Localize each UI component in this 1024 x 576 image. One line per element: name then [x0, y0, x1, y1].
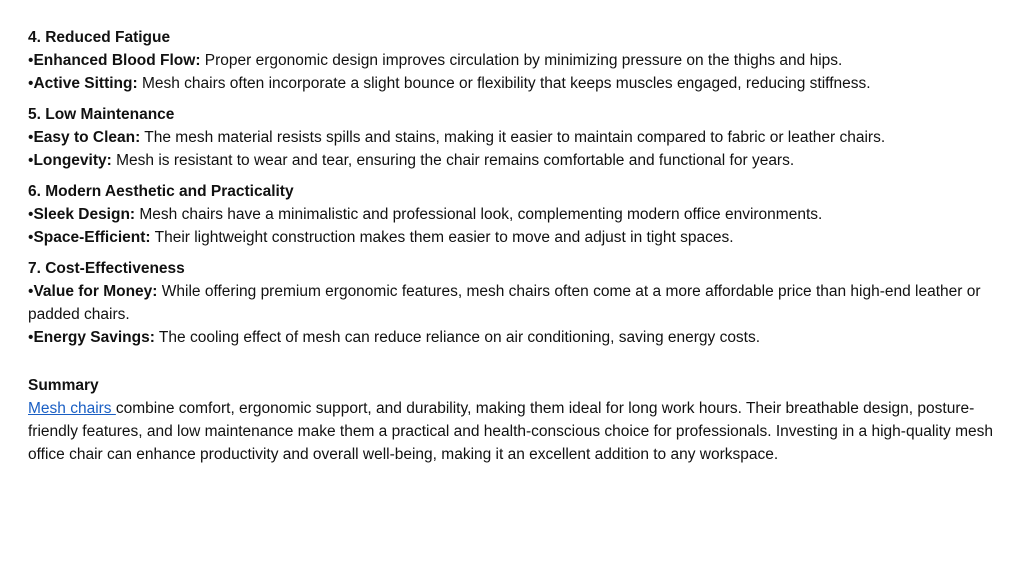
bullet-item	[28, 72, 996, 95]
bullet-item	[28, 203, 996, 226]
bullet-char: •	[28, 152, 34, 169]
section-cost-effectiveness	[28, 257, 996, 349]
section-heading: 4. Reduced Fatigue	[28, 29, 171, 46]
bullet-item	[28, 149, 996, 172]
bullet-label: Value for Money:	[33, 283, 158, 300]
bullet-label: Energy Savings:	[33, 329, 155, 346]
bullet-text: Mesh chairs have a minimalistic and professional look, complementing modern office environments.	[135, 206, 823, 223]
bullet-text: Mesh chairs often incorporate a slight bounce or flexibility that keeps muscles engaged, reducing stiffness.	[137, 75, 871, 92]
bullet-char: •	[28, 75, 34, 92]
section-heading: 6. Modern Aesthetic and Practicality	[28, 183, 294, 200]
bullet-item	[28, 280, 996, 326]
mesh-chairs-link[interactable]: Mesh chairs	[28, 400, 116, 417]
bullet-text: While offering premium ergonomic features, mesh chairs often come at a more affordable price than high-end leather or padded chairs.	[28, 283, 981, 323]
summary-text: combine comfort, ergonomic support, and durability, making them ideal for long work hours. Their breathable design, posture-friendly features, and low maintenance make them a practical and health-conscious choice for professionals. Investing in a high-quality mesh office chair can enhance productivity and overall well-being, making it an excellent addition to any workspace.	[28, 400, 993, 463]
section-low-maintenance	[28, 103, 996, 172]
summary-paragraph	[28, 397, 996, 466]
bullet-text: The mesh material resists spills and stains, making it easier to maintain compared to fabric or leather chairs.	[140, 129, 886, 146]
bullet-item	[28, 49, 996, 72]
bullet-char: •	[28, 129, 34, 146]
bullet-text: The cooling effect of mesh can reduce reliance on air conditioning, saving energy costs.	[154, 329, 761, 346]
document-body	[28, 26, 996, 466]
bullet-char: •	[28, 329, 34, 346]
bullet-char: •	[28, 52, 34, 69]
summary-heading: Summary	[28, 377, 99, 394]
section-heading: 5. Low Maintenance	[28, 106, 175, 123]
bullet-text: Mesh is resistant to wear and tear, ensuring the chair remains comfortable and functional for years.	[111, 152, 795, 169]
section-modern-aesthetic	[28, 180, 996, 249]
bullet-label: Enhanced Blood Flow:	[33, 52, 201, 69]
bullet-text: Proper ergonomic design improves circulation by minimizing pressure on the thighs and hips.	[200, 52, 843, 69]
section-heading: 7. Cost-Effectiveness	[28, 260, 185, 277]
bullet-char: •	[28, 229, 34, 246]
section-reduced-fatigue	[28, 26, 996, 95]
bullet-char: •	[28, 283, 34, 300]
bullet-char: •	[28, 206, 34, 223]
bullet-text: Their lightweight construction makes them easier to move and adjust in tight spaces.	[150, 229, 734, 246]
bullet-label: Active Sitting:	[33, 75, 138, 92]
bullet-label: Easy to Clean:	[33, 129, 141, 146]
bullet-item	[28, 226, 996, 249]
bullet-label: Sleek Design:	[33, 206, 136, 223]
bullet-label: Space-Efficient:	[33, 229, 151, 246]
bullet-item	[28, 126, 996, 149]
bullet-label: Longevity:	[33, 152, 112, 169]
summary-section	[28, 374, 996, 466]
bullet-item	[28, 326, 996, 349]
